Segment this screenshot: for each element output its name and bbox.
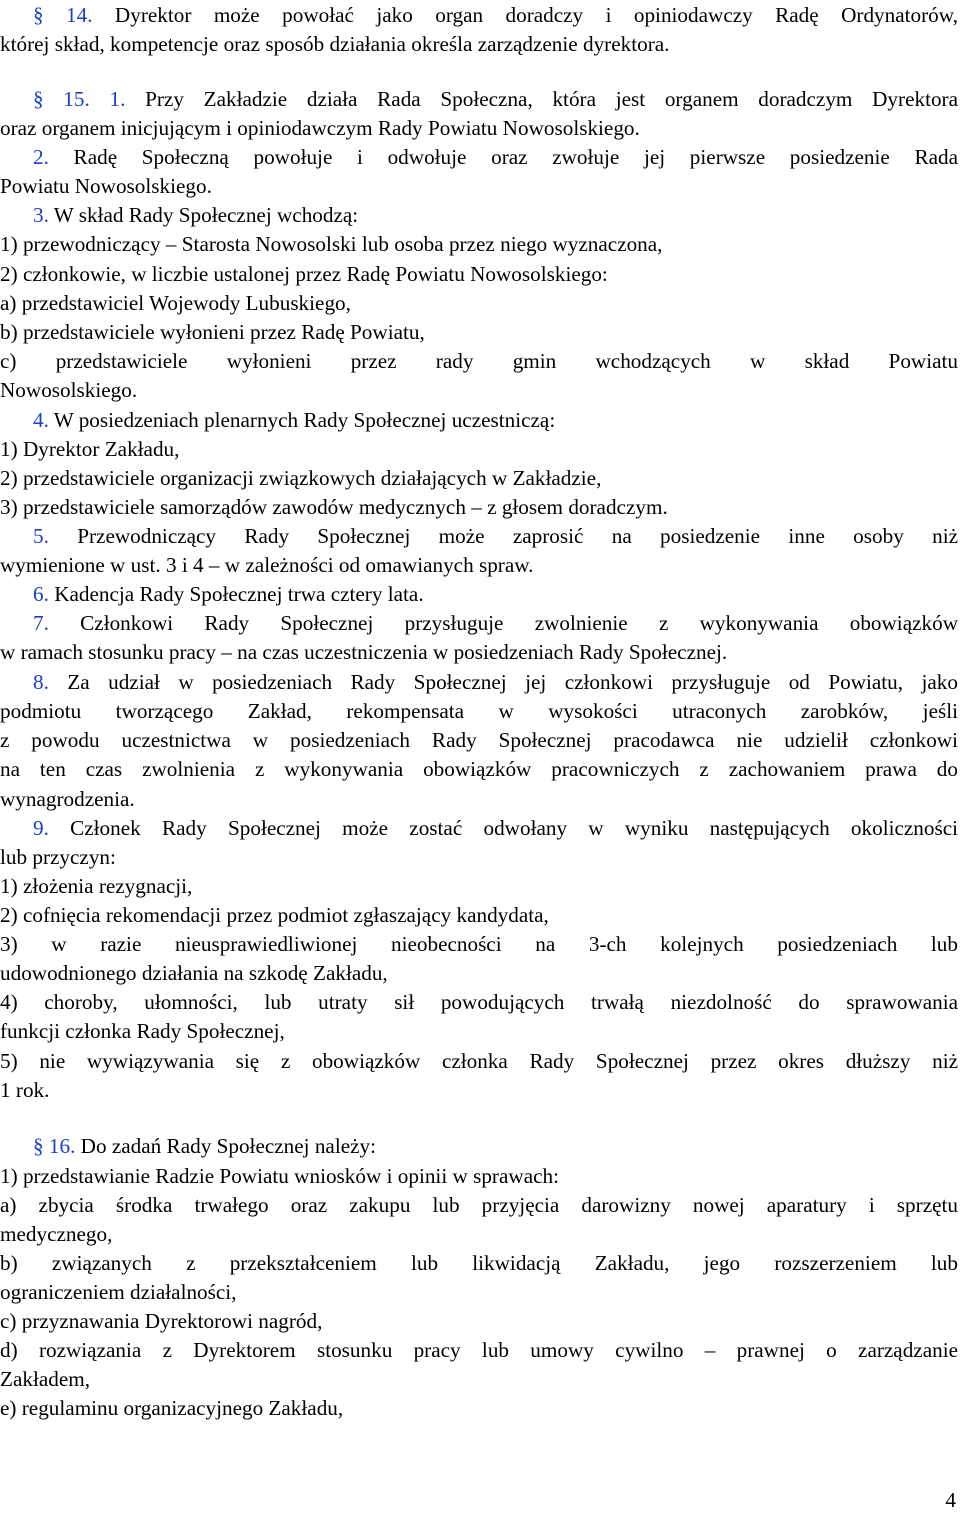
list-item: d) rozwiązania z Dyrektorem stosunku pracy lub umowy cywilno – prawnej o zarządzanie — [0, 1338, 958, 1362]
point-number: 9. — [33, 816, 49, 840]
list-item-continued: medycznego, — [0, 1222, 113, 1246]
list-item: 2) członkowie, w liczbie ustalonej przez Radę Powiatu Nowosolskiego: — [0, 262, 608, 286]
paragraph-15-2-line-2: Powiatu Nowosolskiego. — [0, 174, 212, 198]
page-number: 4 — [945, 1488, 956, 1512]
list-item: 2) cofnięcia rekomendacji przez podmiot zgłaszający kandydata, — [0, 903, 549, 927]
point-number: 4. — [33, 408, 49, 432]
point-number: 3. — [33, 203, 49, 227]
paragraph-15-6: 6. Kadencja Rady Społecznej trwa cztery lata. — [33, 582, 424, 606]
list-item-continued: Zakładem, — [0, 1367, 91, 1391]
paragraph-15-8-line-2: podmiotu tworzącego Zakład, rekompensata w wysokości utraconych zarobków, jeśli — [0, 699, 958, 723]
list-item-continued: 1 rok. — [0, 1078, 50, 1102]
list-item: 1) Dyrektor Zakładu, — [0, 437, 180, 461]
point-number: § 14. — [33, 3, 93, 27]
paragraph-15-7-line-1: 7. Członkowi Rady Społecznej przysługuje zwolnienie z wykonywania obowiązków — [33, 611, 958, 635]
list-item: 3) przedstawiciele samorządów zawodów medycznych – z głosem doradczym. — [0, 495, 668, 519]
paragraph-15-9-line-1: 9. Członek Rady Społecznej może zostać odwołany w wyniku następujących okoliczności — [33, 816, 958, 840]
paragraph-14-line-1: § 14. Dyrektor może powołać jako organ doradczy i opiniodawczy Radę Ordynatorów, — [33, 3, 958, 27]
paragraph-15-4-heading: 4. W posiedzeniach plenarnych Rady Społecznej uczestniczą: — [33, 408, 556, 432]
list-item: b) związanych z przekształceniem lub likwidacją Zakładu, jego rozszerzeniem lub — [0, 1251, 958, 1275]
list-item: c) przyznawania Dyrektorowi nagród, — [0, 1309, 323, 1333]
paragraph-16-heading: § 16. Do zadań Rady Społecznej należy: — [33, 1134, 377, 1158]
point-number: § 15. 1. — [33, 87, 126, 111]
point-number: 7. — [33, 611, 49, 635]
list-item: e) regulaminu organizacyjnego Zakładu, — [0, 1396, 344, 1420]
paragraph-15-line-2: oraz organem inicjującym i opiniodawczym Rady Powiatu Nowosolskiego. — [0, 116, 640, 140]
list-item: 4) choroby, ułomności, lub utraty sił powodujących trwałą niezdolność do sprawowania — [0, 990, 958, 1014]
list-item-continued: funkcji członka Rady Społecznej, — [0, 1019, 285, 1043]
point-number: 6. — [33, 582, 49, 606]
paragraph-15-2-line-1: 2. Radę Społeczną powołuje i odwołuje oraz zwołuje jej pierwsze posiedzenie Rada — [33, 145, 958, 169]
list-item: 5) nie wywiązywania się z obowiązków członka Rady Społecznej przez okres dłuższy niż — [0, 1049, 958, 1073]
list-item: 1) przedstawianie Radzie Powiatu wniosków i opinii w sprawach: — [0, 1164, 559, 1188]
list-item: b) przedstawiciele wyłonieni przez Radę Powiatu, — [0, 320, 425, 344]
paragraph-15-8-line-1: 8. Za udział w posiedzeniach Rady Społecznej jej członkowi przysługuje od Powiatu, jako — [33, 670, 958, 694]
paragraph-15-3-heading: 3. W skład Rady Społecznej wchodzą: — [33, 203, 359, 227]
paragraph-15-9-line-2: lub przyczyn: — [0, 845, 116, 869]
list-item-continued: udowodnionego działania na szkodę Zakładu, — [0, 961, 388, 985]
list-item: c) przedstawiciele wyłonieni przez rady gmin wchodzących w skład Powiatu — [0, 349, 958, 373]
paragraph-14-line-2: której skład, kompetencje oraz sposób działania określa zarządzenie dyrektora. — [0, 32, 670, 56]
paragraph-15-5-line-2: wymienione w ust. 3 i 4 – w zależności od omawianych spraw. — [0, 553, 534, 577]
paragraph-15-8-line-5: wynagrodzenia. — [0, 787, 135, 811]
point-number: 2. — [33, 145, 49, 169]
list-item: 1) przewodniczący – Starosta Nowosolski lub osoba przez niego wyznaczona, — [0, 232, 663, 256]
paragraph-15-5-line-1: 5. Przewodniczący Rady Społecznej może zaprosić na posiedzenie inne osoby niż — [33, 524, 958, 548]
paragraph-15-8-line-4: na ten czas zwolnienia z wykonywania obowiązków pracowniczych z zachowaniem prawa do — [0, 757, 958, 781]
list-item: 2) przedstawiciele organizacji związkowych działających w Zakładzie, — [0, 466, 602, 490]
paragraph-15-7-line-2: w ramach stosunku pracy – na czas uczestniczenia w posiedzeniach Rady Społecznej. — [0, 640, 728, 664]
point-number: 5. — [33, 524, 49, 548]
point-number: § 16. — [33, 1134, 76, 1158]
point-number: 8. — [33, 670, 49, 694]
list-item-continued: Nowosolskiego. — [0, 378, 138, 402]
list-item: a) zbycia środka trwałego oraz zakupu lub przyjęcia darowizny nowej aparatury i sprzętu — [0, 1193, 958, 1217]
list-item: a) przedstawiciel Wojewody Lubuskiego, — [0, 291, 351, 315]
paragraph-15-8-line-3: z powodu uczestnictwa w posiedzeniach Rady Społecznej pracodawca nie udzielił członkowi — [0, 728, 958, 752]
list-item-continued: ograniczeniem działalności, — [0, 1280, 237, 1304]
list-item: 3) w razie nieusprawiedliwionej nieobecności na 3-ch kolejnych posiedzeniach lub — [0, 932, 958, 956]
paragraph-15-line-1: § 15. 1. Przy Zakładzie działa Rada Społeczna, która jest organem doradczym Dyrektora — [33, 87, 958, 111]
list-item: 1) złożenia rezygnacji, — [0, 874, 193, 898]
